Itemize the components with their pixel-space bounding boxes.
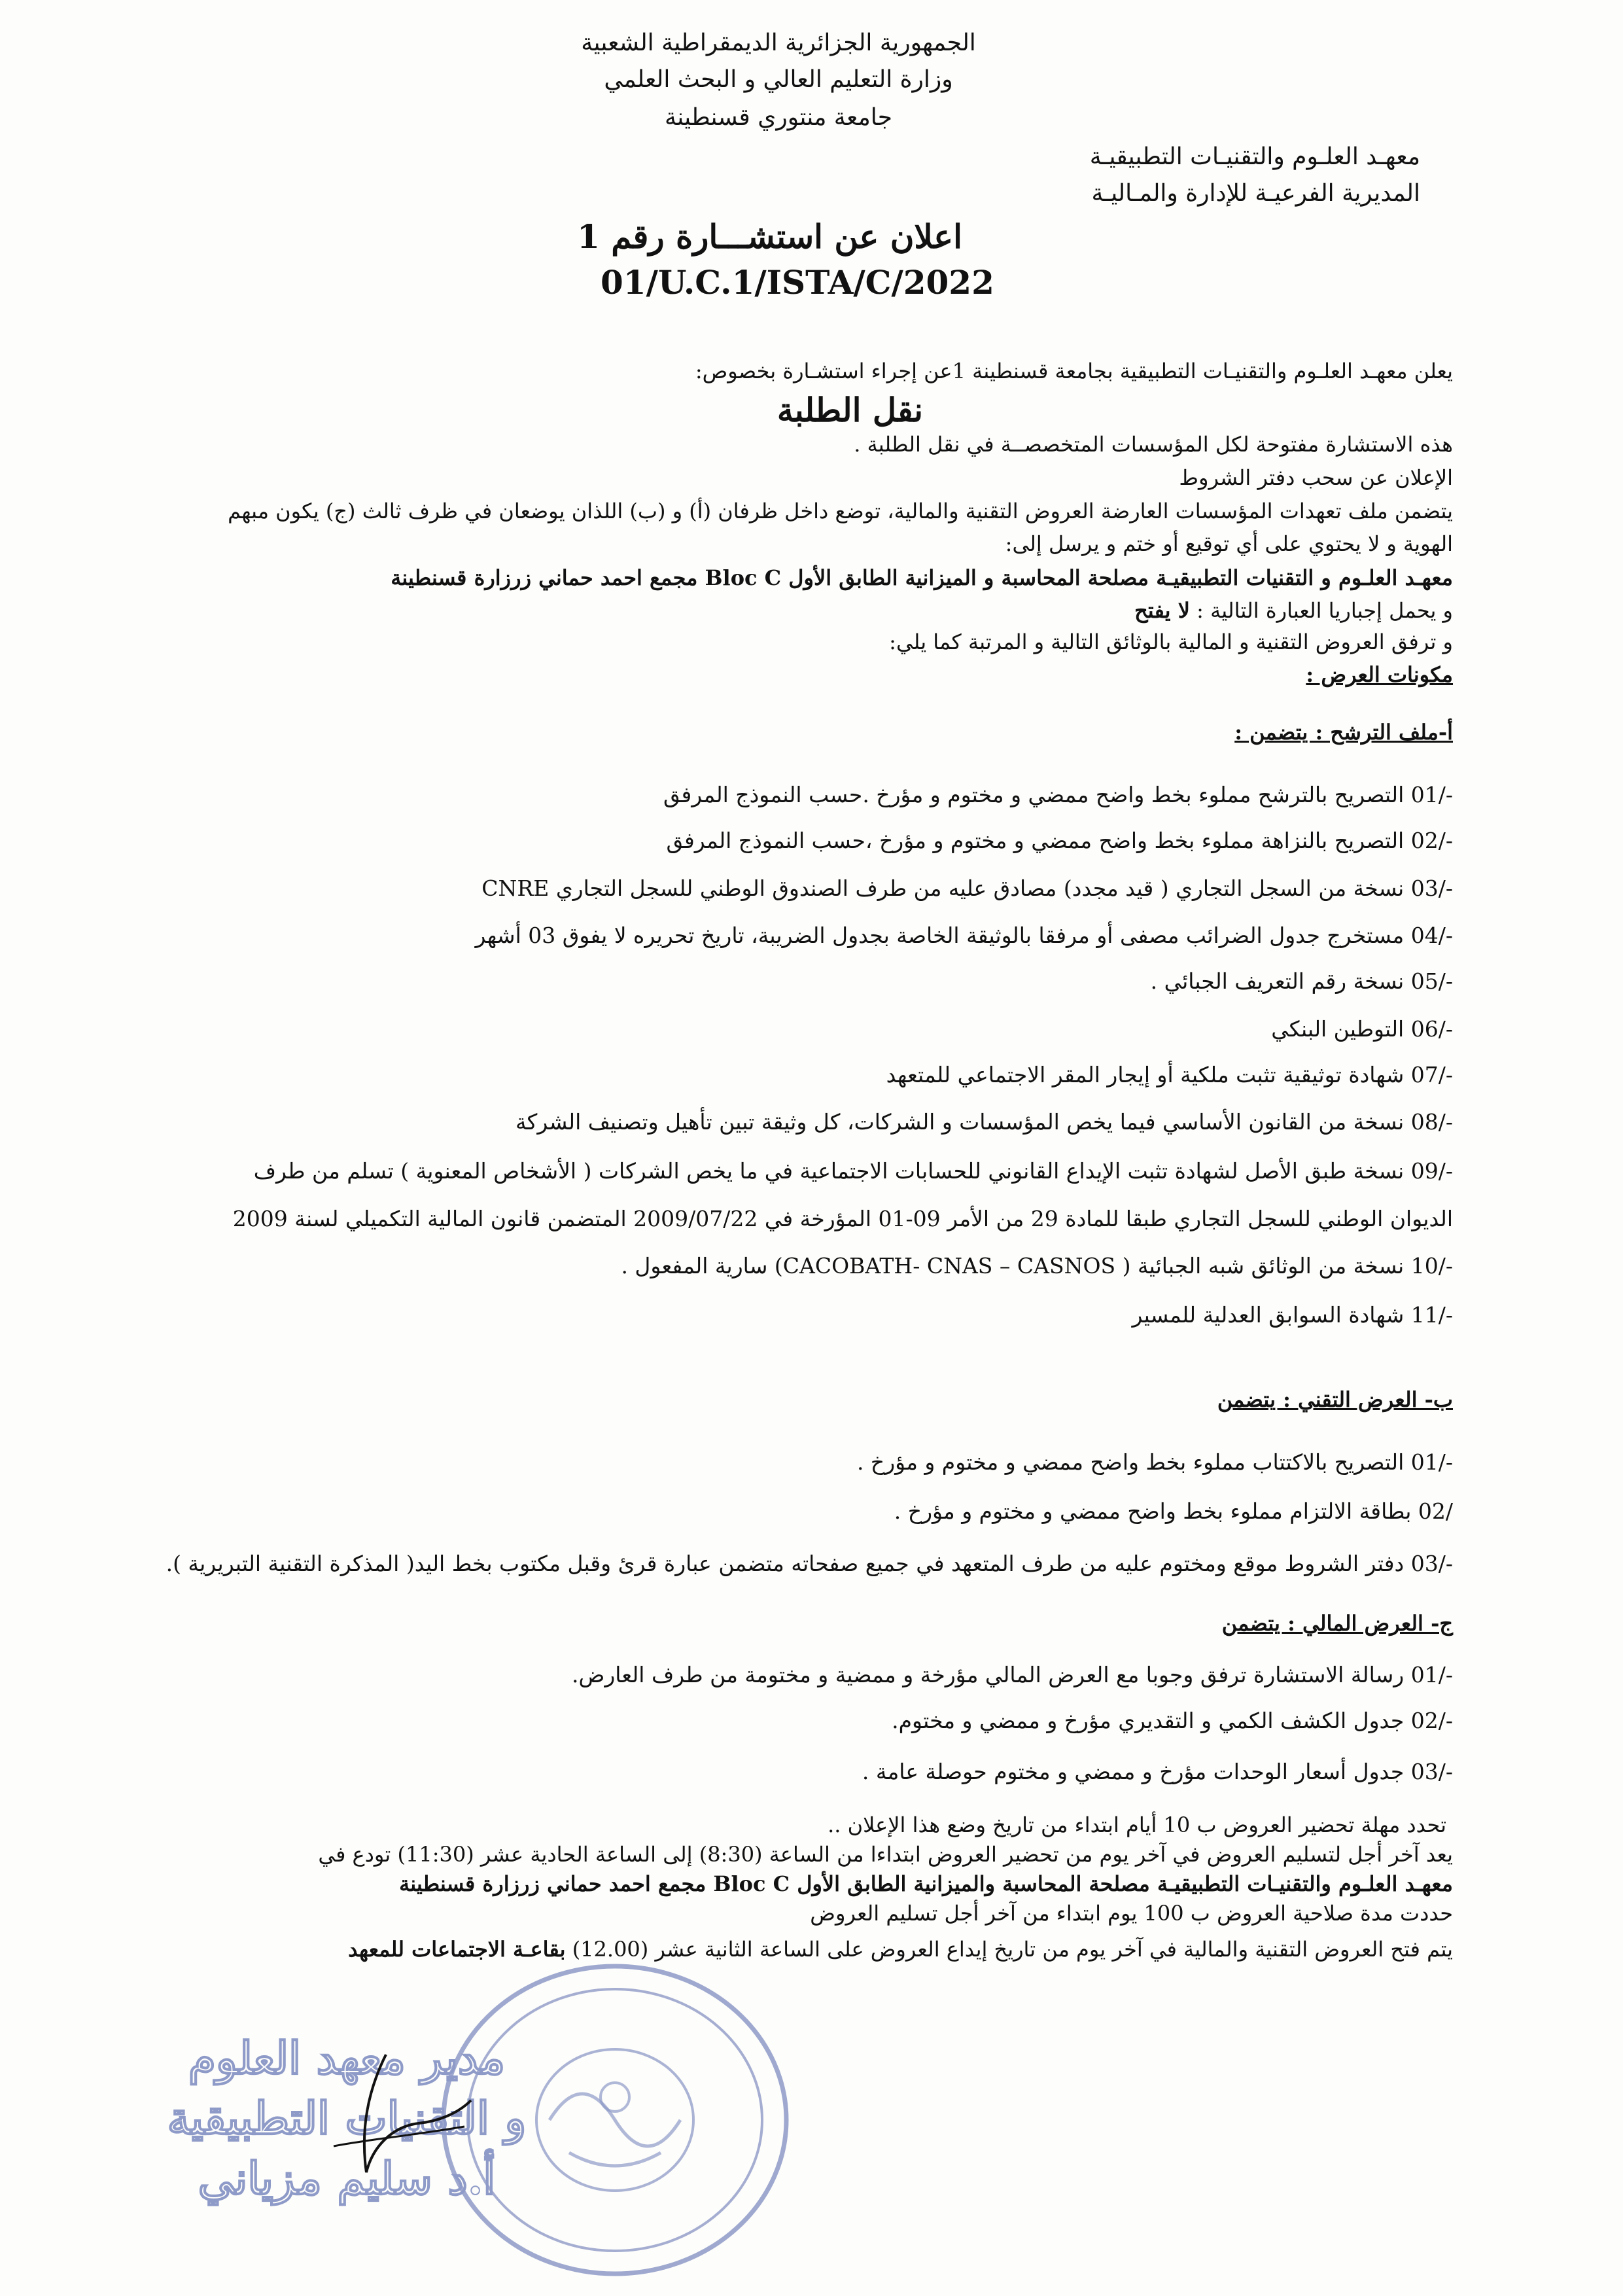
list-item [46,1662,1453,1688]
delivery-address: معهـد العلـوم و التقنيات التطبيقيـة مصلحة المحاسبة و الميزانية الطابق الأول Bloc C مجمع احمد حماني زرزارة قسنطينة [391,565,1453,590]
section-c-heading: ج- العرض المالي : يتضمن [1221,1611,1453,1636]
list-item [46,1708,1453,1734]
closing-submission: يعد آخر أجل لتسليم العروض في آخر يوم من تحضير العروض ابتداءا من الساعة (8:30) إلى الساعة الحادية عشر (11:30) تودع في [318,1842,1453,1867]
list-item-text: نسخة من القانون الأساسي فيما يخص المؤسسات و الشركات، كل وثيقة تبين تأهيل وتصنيف الشركة [515,1109,1405,1135]
closing-address: معهـد العلـوم والتقنيـات التطبيقيـة مصلحة المحاسبة والميزانية الطابق الأول Bloc C مجمع احمد حماني زرزارة قسنطينة [399,1871,1453,1896]
list-item-number: 08/- [1410,1109,1453,1135]
list-item-text: نسخة طبق الأصل لشهادة تثبت الإيداع القانوني للحسابات الاجتماعية في ما يخص الشركات ( الأشخاص المعنوية ) تسلم من طرف [253,1158,1405,1184]
list-item [46,875,1453,902]
list-item-number: 01/- [1410,782,1453,807]
announcement: يعلن معهـد العلـوم والتقنيـات التطبيقية بجامعة قسنطينة 1عن إجراء استشـارة بخصوص: [695,359,1453,383]
intro-paragraph: الإعلان عن سحب دفتر الشروط [1179,465,1453,490]
list-item-number: 10/- [1410,1253,1453,1279]
list-item-number: 06/- [1410,1016,1453,1042]
list-item-text: نسخة رقم التعريف الجبائي . [1150,968,1405,994]
list-item [46,1253,1453,1279]
list-item [46,1759,1453,1785]
section-a-heading: أ-ملف الترشح : يتضمن : [1234,720,1453,745]
list-item [46,1109,1453,1135]
list-item [46,782,1453,808]
list-item-text: جدول أسعار الوحدات مؤرخ و ممضي و مختوم حوصلة عامة . [862,1759,1405,1784]
list-item [46,1062,1453,1088]
list-item-number: 07/- [1410,1062,1453,1087]
list-item-text: نسخة من الوثائق شبه الجبائية ( CACOBATH- CNAS – CASNOS) سارية المفعول . [621,1253,1405,1279]
intro-paragraph: الهوية و لا يحتوي على أي توقيع أو ختم و يرسل إلى: [1005,531,1453,556]
list-item [46,1158,1453,1184]
signature-name: أ.د سليم مزياني [198,2153,496,2205]
list-item [46,1016,1453,1042]
intro-paragraph: و ترفق العروض التقنية و المالية بالوثائق التالية و المرتبة كما يلي: [889,629,1453,654]
handwritten-signature [307,2048,478,2192]
mandatory-mention-label: و يحمل إجباريا العبارة التالية : [1196,598,1453,623]
list-item-text: رسالة الاستشارة ترفق وجوبا مع العرض المالي مؤرخة و ممضية و مختومة من طرف العارض. [571,1662,1405,1687]
intro-paragraph: يتضمن ملف تعهدات المؤسسات العارضة العروض التقنية والمالية، توضع داخل ظرفان (أ) و (ب) اللذان يوضعان في ظرف ثالث (ج) يكون مبهم [228,499,1453,523]
header-university: جامعة منتوري قسنطينة [665,104,892,131]
list-item-text: نسخة من السجل التجاري ( قيد مجدد) مصادق عليه من طرف الصندوق الوطني للسجل التجاري CNRE [481,875,1405,901]
list-item [46,1302,1453,1328]
list-item-number: 02/ [1418,1498,1453,1524]
list-item-text: التصريح بالترشح مملوء بخط واضح ممضي و مختوم و مؤرخ .حسب النموذج المرفق [663,782,1405,807]
closing-validity: حددت مدة صلاحية العروض ب 100 يوم ابتداء من آخر أجل تسليم العروض [810,1901,1453,1926]
header-directorate: المديرية الفرعيـة للإدارة والمـاليـة [1091,180,1420,207]
mandatory-mention [79,598,1453,623]
section-b-heading: ب- العرض التقني : يتضمن [1217,1387,1453,1412]
list-item-text: بطاقة الالتزام مملوء بخط واضح ممضي و مختوم و مؤرخ . [894,1498,1412,1524]
list-item [46,1498,1453,1525]
header-republic: الجمهورية الجزائرية الديمقراطية الشعبية [581,29,976,56]
mandatory-mention-value: لا يفتح [1134,598,1190,623]
reference-number: 01/U.C.1/ISTA/C/2022 [601,263,994,302]
components-heading: مكونات العرض : [1306,662,1453,687]
list-item-text: شهادة توثيقية تثبت ملكية أو إيجار المقر الاجتماعي للمتعهد [886,1062,1405,1087]
subject-title: نقل الطلبة [777,391,923,429]
signature-institute: و التقنيات التطبيقية [167,2093,527,2145]
list-item-number: 02/- [1410,1708,1453,1733]
list-item [46,828,1453,854]
list-item-number: 11/- [1410,1302,1453,1328]
closing-opening-text: يتم فتح العروض التقنية والمالية في آخر يوم من تاريخ إيداع العروض على الساعة الثانية عشر (12.00) [572,1937,1453,1962]
list-item-number: 03/- [1410,875,1453,901]
signature-title: مدير معهد العلوم [188,2032,506,2085]
list-item-text: دفتر الشروط موقع ومختوم عليه من طرف المتعهد في جميع صفحاته متضمن عبارة قرئ وقبل مكتوب بخط اليد( المذكرة التقنية التبريرية ). [166,1551,1405,1576]
list-item-number: 02/- [1410,828,1453,853]
list-item-text: جدول الكشف الكمي و التقديري مؤرخ و ممضي و مختوم. [892,1708,1405,1733]
list-item-number: 01/- [1410,1449,1453,1475]
list-item [46,923,1453,949]
list-item-text: الديوان الوطني للسجل التجاري طبقا للمادة 29 من الأمر 09-01 المؤرخة في 2009/07/22 المتضمن قانون المالية التكميلي لسنة 2009 [232,1206,1453,1231]
header-ministry: وزارة التعليم العالي و البحث العلمي [604,66,953,93]
list-item-number: 01/- [1410,1662,1453,1687]
closing-opening-place: بقاعـة الاجتماعات للمعهد [348,1937,566,1962]
list-item-number: 05/- [1410,968,1453,994]
intro-paragraph: هذه الاستشارة مفتوحة لكل المؤسسات المتخصصــة في نقل الطلبة . [854,432,1453,457]
header-institute: معهـد العلـوم والتقنيـات التطبيقيـة [1089,143,1420,170]
list-item-number: 04/- [1410,923,1453,948]
list-item-number: 03/- [1410,1551,1453,1576]
list-item [46,968,1453,995]
list-item [46,1449,1453,1475]
list-item [46,1206,1453,1232]
list-item-text: التصريح بالنزاهة مملوء بخط واضح ممضي و مختوم و مؤرخ ،حسب النموذج المرفق [666,828,1405,853]
list-item-number: 03/- [1410,1759,1453,1784]
list-item-number: 09/- [1410,1158,1453,1184]
page-title: اعلان عن استشـــارة رقم 1 [577,217,962,256]
list-item-text: التصريح بالاكتتاب مملوء بخط واضح ممضي و مختوم و مؤرخ . [856,1449,1405,1475]
closing-deadline: تحدد مهلة تحضير العروض ب 10 أيام ابتداء من تاريخ وضع هذا الإعلان .. [828,1812,1446,1837]
list-item [46,1551,1453,1577]
list-item-text: التوطين البنكي [1271,1016,1405,1042]
list-item-text: شهادة السوابق العدلية للمسير [1132,1302,1405,1328]
list-item-text: مستخرج جدول الضرائب مصفى أو مرفقا بالوثيقة الخاصة بجدول الضريبة، تاريخ تحريره لا يفوق 03 أشهر [475,923,1405,948]
